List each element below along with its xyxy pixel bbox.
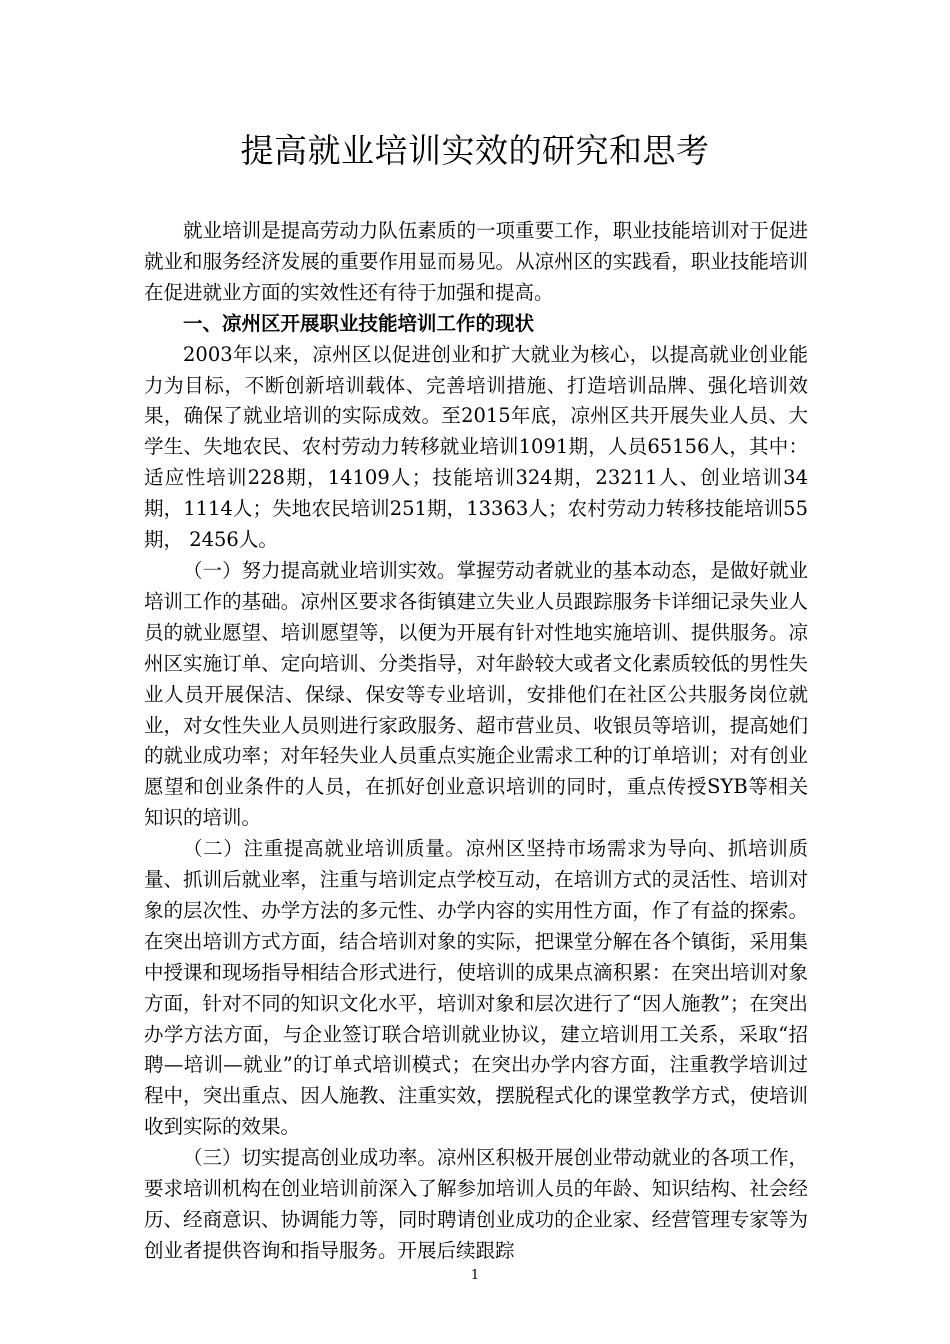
document-body (144, 216, 808, 1267)
document-title: 提高就业培训实效的研究和思考 (240, 131, 710, 170)
subsection-paragraph-3: （三）切实提高创业成功率。凉州区积极开展创业带动就业的各项工作，要求培训机构在创业培训前深入了解参加培训人员的年龄、知识结构、社会经历、经商意识、协调能力等，同时聘请创业成功的企业家、经营管理专家等为创业者提供咨询和指导服务。开展后续跟踪 (144, 1146, 808, 1262)
subsection-paragraph-2: （二）注重提高就业培训质量。凉州区坚持市场需求为导向、抓培训质量、抓训后就业率，注重与培训定点学校互动，在培训方式的灵活性、培训对象的层次性、办学方法的多元性、办学内容的实用性方面，作了有益的探索。在突出培训方式方面，结合培训对象的实际，把课堂分解在各个镇街，采用集中授课和现场指导相结合形式进行，使培训的成果点滴积累：在突出培训对象方面，针对不同的知识文化水平，培训对象和层次进行了“因人施教”；在突出办学方法方面，与企业签订联合培训就业协议，建立培训用工关系，采取“招聘—培训—就业”的订单式培训模式；在突出办学内容方面，注重教学培训过程中，突出重点、因人施教、注重实效，摆脱程式化的课堂教学方式，使培训收到实际的效果。 (144, 837, 808, 1139)
section-paragraph: 2003年以来，凉州区以促进创业和扩大就业为核心，以提高就业创业能力为目标，不断创新培训载体、完善培训措施、打造培训品牌、强化培训效果，确保了就业培训的实际成效。至2015年底，凉州区共开展失业人员、大学生、失地农民、农村劳动力转移就业培训1091期，人员65156人，其中：适应性培训228期，14109人；技能培训324期，23211人、创业培训34期，1114人；失地农民培训251期，13363人；农村劳动力转移技能培训55期， 2456人。 (144, 342, 808, 552)
page-number: 1 (470, 1268, 480, 1283)
section-heading: 一、凉州区开展职业技能培训工作的现状 (183, 311, 535, 335)
intro-paragraph: 就业培训是提高劳动力队伍素质的一项重要工作，职业技能培训对于促进就业和服务经济发展的重要作用显而易见。从凉州区的实践看，职业技能培训在促进就业方面的实效性还有待于加强和提高。 (144, 219, 808, 304)
subsection-paragraph-1: （一）努力提高就业培训实效。掌握劳动者就业的基本动态，是做好就业培训工作的基础。凉州区要求各街镇建立失业人员跟踪服务卡详细记录失业人员的就业愿望、培训愿望等，以便为开展有针对性地实施培训、提供服务。凉州区实施订单、定向培训、分类指导，对年龄较大或者文化素质较低的男性失业人员开展保洁、保绿、保安等专业培训，安排他们在社区公共服务岗位就业，对女性失业人员则进行家政服务、超市营业员、收银员等培训，提高她们的就业成功率；对年轻失业人员重点实施企业需求工种的订单培训；对有创业愿望和创业条件的人员，在抓好创业意识培训的同时，重点传授SYB等相关知识的培训。 (144, 558, 808, 830)
